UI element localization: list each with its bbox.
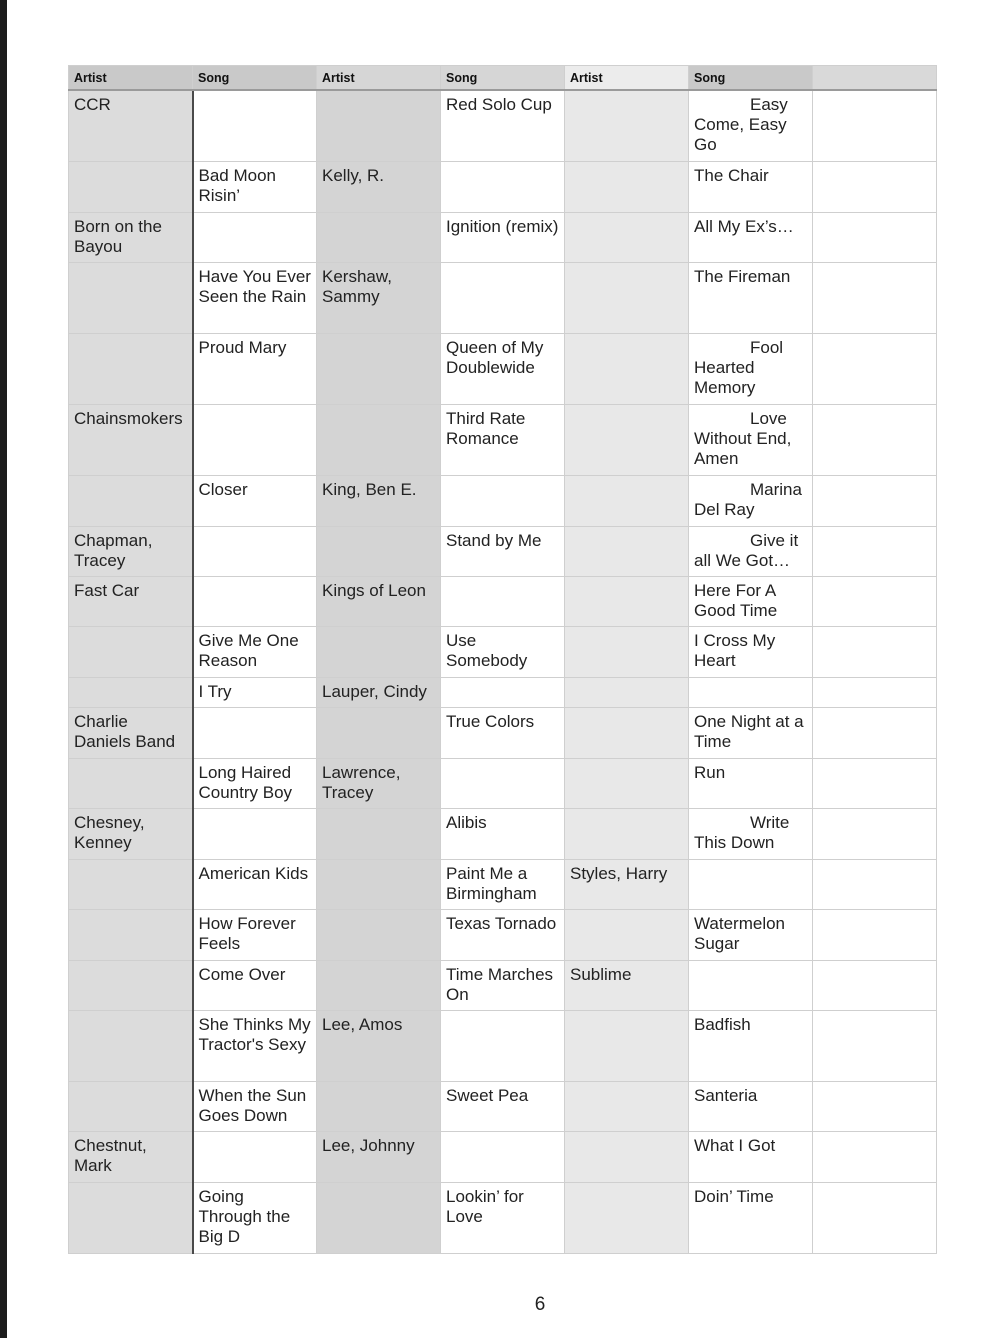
header-artist-1: Artist <box>69 66 193 91</box>
cell-artist-1 <box>69 1010 193 1081</box>
cell-song-2: Stand by Me <box>441 526 565 576</box>
cell-song-3: Love Without End, Amen <box>689 404 813 475</box>
cell-song-1: Have You Ever Seen the Rain <box>193 262 317 333</box>
cell-song-1: Closer <box>193 475 317 526</box>
cell-extra <box>813 1182 937 1253</box>
cell-artist-2 <box>317 404 441 475</box>
cell-artist-1: Chapman, Tracey <box>69 526 193 576</box>
cell-song-1 <box>193 1131 317 1182</box>
table-row <box>69 212 937 262</box>
cell-song-1: How Forever Feels <box>193 909 317 960</box>
cell-song-1 <box>193 707 317 758</box>
cell-extra <box>813 404 937 475</box>
cell-song-1: Come Over <box>193 960 317 1010</box>
table-row <box>69 1081 937 1131</box>
cell-song-2: Texas Tornado <box>441 909 565 960</box>
cell-song-3: What I Got <box>689 1131 813 1182</box>
cell-artist-1 <box>69 758 193 808</box>
cell-artist-3 <box>565 161 689 212</box>
cell-artist-1 <box>69 626 193 677</box>
cell-song-3: Run <box>689 758 813 808</box>
cell-artist-2 <box>317 90 441 161</box>
cell-song-2: Alibis <box>441 808 565 859</box>
cell-artist-3 <box>565 262 689 333</box>
cell-artist-3 <box>565 90 689 161</box>
cell-song-1 <box>193 212 317 262</box>
cell-song-2: Time Marches On <box>441 960 565 1010</box>
cell-song-1 <box>193 404 317 475</box>
table-row <box>69 1182 937 1253</box>
cell-song-2: Third Rate Romance <box>441 404 565 475</box>
cell-artist-1 <box>69 161 193 212</box>
cell-song-2: Queen of My Doublewide <box>441 333 565 404</box>
cell-artist-2: Kings of Leon <box>317 576 441 626</box>
cell-extra <box>813 859 937 909</box>
table-row <box>69 526 937 576</box>
cell-song-2: Paint Me a Birmingham <box>441 859 565 909</box>
cell-artist-3 <box>565 1131 689 1182</box>
cell-song-1: Give Me One Reason <box>193 626 317 677</box>
table-row <box>69 576 937 626</box>
cell-song-2 <box>441 1010 565 1081</box>
cell-artist-3 <box>565 1010 689 1081</box>
cell-artist-2: Lee, Amos <box>317 1010 441 1081</box>
cell-artist-3: Styles, Harry <box>565 859 689 909</box>
cell-extra <box>813 1081 937 1131</box>
header-song-1: Song <box>193 66 317 91</box>
cell-artist-1: CCR <box>69 90 193 161</box>
cell-song-3: I Cross My Heart <box>689 626 813 677</box>
cell-song-3: The Fireman <box>689 262 813 333</box>
cell-artist-2 <box>317 212 441 262</box>
cell-artist-3 <box>565 758 689 808</box>
cell-extra <box>813 808 937 859</box>
cell-artist-1: Chesney, Kenney <box>69 808 193 859</box>
cell-artist-2: Lawrence, Tracey <box>317 758 441 808</box>
cell-song-1: Going Through the Big D <box>193 1182 317 1253</box>
cell-song-1: Long Haired Country Boy <box>193 758 317 808</box>
cell-song-3: The Chair <box>689 161 813 212</box>
cell-song-3: Here For A Good Time <box>689 576 813 626</box>
cell-song-2: Ignition (remix) <box>441 212 565 262</box>
cell-extra <box>813 262 937 333</box>
cell-song-2: Lookin’ for Love <box>441 1182 565 1253</box>
cell-song-3: Give it all We Got… <box>689 526 813 576</box>
cell-song-1: When the Sun Goes Down <box>193 1081 317 1131</box>
cell-song-3: All My Ex’s… <box>689 212 813 262</box>
cell-artist-1 <box>69 1182 193 1253</box>
cell-artist-1 <box>69 909 193 960</box>
cell-song-3 <box>689 859 813 909</box>
cell-artist-1: Chestnut, Mark <box>69 1131 193 1182</box>
cell-extra <box>813 333 937 404</box>
table-row <box>69 808 937 859</box>
cell-artist-2 <box>317 909 441 960</box>
cell-artist-2: King, Ben E. <box>317 475 441 526</box>
cell-extra <box>813 212 937 262</box>
cell-artist-3 <box>565 677 689 707</box>
cell-artist-2: Kelly, R. <box>317 161 441 212</box>
cell-song-2 <box>441 475 565 526</box>
cell-artist-2 <box>317 626 441 677</box>
cell-song-3: One Night at a Time <box>689 707 813 758</box>
cell-extra <box>813 707 937 758</box>
cell-artist-1 <box>69 859 193 909</box>
cell-song-2: Red Solo Cup <box>441 90 565 161</box>
cell-song-1 <box>193 576 317 626</box>
cell-artist-1 <box>69 333 193 404</box>
cell-song-2: Use Somebody <box>441 626 565 677</box>
cell-song-1 <box>193 526 317 576</box>
cell-artist-1: Charlie Daniels Band <box>69 707 193 758</box>
cell-artist-2 <box>317 1081 441 1131</box>
cell-artist-2: Lauper, Cindy <box>317 677 441 707</box>
cell-artist-3 <box>565 1182 689 1253</box>
cell-song-3: Doin’ Time <box>689 1182 813 1253</box>
table-row <box>69 475 937 526</box>
song-table <box>68 65 937 1254</box>
cell-artist-1 <box>69 475 193 526</box>
table-row <box>69 758 937 808</box>
cell-artist-3 <box>565 808 689 859</box>
cell-song-2 <box>441 161 565 212</box>
cell-artist-1: Fast Car <box>69 576 193 626</box>
cell-artist-2 <box>317 808 441 859</box>
cell-song-2 <box>441 758 565 808</box>
cell-extra <box>813 758 937 808</box>
table-row <box>69 707 937 758</box>
cell-artist-3 <box>565 576 689 626</box>
cell-artist-2 <box>317 707 441 758</box>
cell-song-2 <box>441 262 565 333</box>
cell-artist-1: Born on the Bayou <box>69 212 193 262</box>
cell-song-3 <box>689 960 813 1010</box>
cell-extra <box>813 626 937 677</box>
cell-extra <box>813 161 937 212</box>
cell-extra <box>813 960 937 1010</box>
cell-artist-1 <box>69 960 193 1010</box>
cell-song-3: Fool Hearted Memory <box>689 333 813 404</box>
cell-song-2 <box>441 576 565 626</box>
cell-artist-2 <box>317 960 441 1010</box>
cell-artist-2 <box>317 526 441 576</box>
table-row <box>69 626 937 677</box>
cell-artist-2: Lee, Johnny <box>317 1131 441 1182</box>
cell-song-1: I Try <box>193 677 317 707</box>
cell-song-1: Bad Moon Risin’ <box>193 161 317 212</box>
cell-artist-2 <box>317 333 441 404</box>
cell-extra <box>813 475 937 526</box>
cell-song-3: Watermelon Sugar <box>689 909 813 960</box>
cell-artist-1 <box>69 1081 193 1131</box>
cell-artist-2: Kershaw, Sammy <box>317 262 441 333</box>
cell-artist-3 <box>565 909 689 960</box>
table-row <box>69 1010 937 1081</box>
cell-artist-1 <box>69 262 193 333</box>
cell-song-1: Proud Mary <box>193 333 317 404</box>
table-row <box>69 909 937 960</box>
cell-song-1: American Kids <box>193 859 317 909</box>
page-edge-bar <box>0 0 7 1338</box>
cell-extra <box>813 677 937 707</box>
header-song-3: Song <box>689 66 813 91</box>
cell-song-2 <box>441 1131 565 1182</box>
cell-extra <box>813 576 937 626</box>
cell-artist-3 <box>565 475 689 526</box>
header-artist-2: Artist <box>317 66 441 91</box>
header-extra <box>813 66 937 91</box>
cell-song-2: Sweet Pea <box>441 1081 565 1131</box>
cell-song-3: Write This Down <box>689 808 813 859</box>
header-song-2: Song <box>441 66 565 91</box>
table-row <box>69 859 937 909</box>
table-row <box>69 677 937 707</box>
cell-artist-2 <box>317 1182 441 1253</box>
table-row <box>69 161 937 212</box>
cell-song-2: True Colors <box>441 707 565 758</box>
cell-extra <box>813 526 937 576</box>
cell-song-1 <box>193 90 317 161</box>
cell-extra <box>813 90 937 161</box>
cell-artist-3 <box>565 707 689 758</box>
cell-artist-3 <box>565 526 689 576</box>
table-row <box>69 960 937 1010</box>
cell-song-2 <box>441 677 565 707</box>
cell-song-3: Santeria <box>689 1081 813 1131</box>
table-row <box>69 404 937 475</box>
page-number: 6 <box>534 1294 546 1315</box>
cell-extra <box>813 1131 937 1182</box>
cell-song-1: She Thinks My Tractor's Sexy <box>193 1010 317 1081</box>
table-row <box>69 90 937 161</box>
table-row <box>69 333 937 404</box>
cell-song-1 <box>193 808 317 859</box>
header-row <box>69 66 937 91</box>
cell-artist-3: Sublime <box>565 960 689 1010</box>
cell-song-3: Easy Come, Easy Go <box>689 90 813 161</box>
cell-artist-1 <box>69 677 193 707</box>
cell-artist-2 <box>317 859 441 909</box>
cell-extra <box>813 1010 937 1081</box>
cell-song-3: Badfish <box>689 1010 813 1081</box>
cell-artist-3 <box>565 626 689 677</box>
table-row <box>69 262 937 333</box>
cell-extra <box>813 909 937 960</box>
cell-song-3: Marina Del Ray <box>689 475 813 526</box>
cell-artist-3 <box>565 1081 689 1131</box>
cell-artist-3 <box>565 212 689 262</box>
cell-artist-1: Chainsmokers <box>69 404 193 475</box>
cell-song-3 <box>689 677 813 707</box>
cell-artist-3 <box>565 333 689 404</box>
table-row <box>69 1131 937 1182</box>
header-artist-3: Artist <box>565 66 689 91</box>
cell-artist-3 <box>565 404 689 475</box>
